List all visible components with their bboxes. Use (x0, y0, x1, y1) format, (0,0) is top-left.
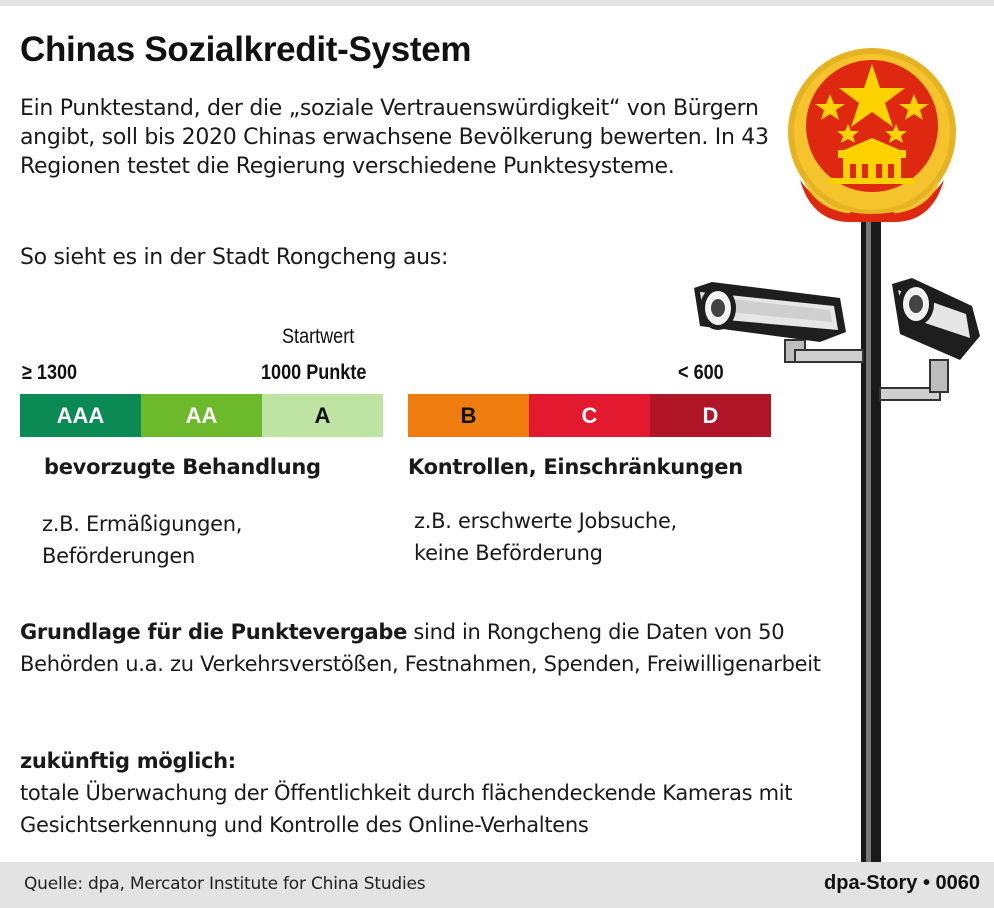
surveillance-camera-icon (880, 278, 980, 400)
rating-a: A (262, 394, 383, 437)
rating-aa: AA (141, 394, 262, 437)
source-text: Quelle: dpa, Mercator Institute for China Studies (24, 874, 426, 894)
positive-heading: bevorzugte Behandlung (44, 455, 321, 479)
page-title: Chinas Sozialkredit-System (20, 30, 472, 69)
rating-d: D (650, 394, 771, 437)
negative-line: keine Beförderung (414, 541, 603, 565)
footer (0, 862, 994, 908)
positive-line: Beförderungen (42, 544, 195, 568)
start-value-caption: Startwert (282, 325, 355, 348)
rating-c: C (529, 394, 650, 437)
rating-aaa: AAA (20, 394, 141, 437)
scale-bottom-label: < 600 (678, 361, 724, 384)
credit-text: dpa-Story • 0060 (824, 872, 980, 894)
china-emblem-icon (788, 48, 956, 222)
scale-top-label: ≥ 1300 (22, 361, 78, 384)
basis-text: sind in Rongcheng die Daten von 50 Behörden u.a. zu Verkehrsverstößen, Festnahmen, Spenden, Freiwilligenarbeit (20, 620, 821, 676)
future-heading: zukünftig möglich: (20, 749, 236, 773)
rating-b: B (408, 394, 529, 437)
lamp-pole-icon (861, 220, 881, 862)
future-text: totale Überwachung der Öffentlichkeit durch flächendeckende Kameras mit Gesichtserkennung und Kontrolle des Online-Verhaltens (20, 781, 793, 837)
intro-text: Ein Punktestand, der die „soziale Vertrauenswürdigkeit“ von Bürgern angibt, soll bis 2020 Chinas erwachsene Bevölkerung bewerten. In 43 Regionen testet die Regierung verschiedene Punktesysteme. (20, 96, 769, 179)
negative-line: z.B. erschwerte Jobsuche, (414, 509, 677, 533)
basis-bold: Grundlage für die Punktevergabe (20, 620, 408, 644)
intro-subline: So sieht es in der Stadt Rongcheng aus: (20, 245, 449, 270)
surveillance-camera-icon (694, 282, 863, 362)
positive-line: z.B. Ermäßigungen, (42, 512, 243, 536)
negative-heading: Kontrollen, Einschränkungen (408, 455, 743, 479)
start-value: 1000 Punkte (261, 361, 367, 384)
